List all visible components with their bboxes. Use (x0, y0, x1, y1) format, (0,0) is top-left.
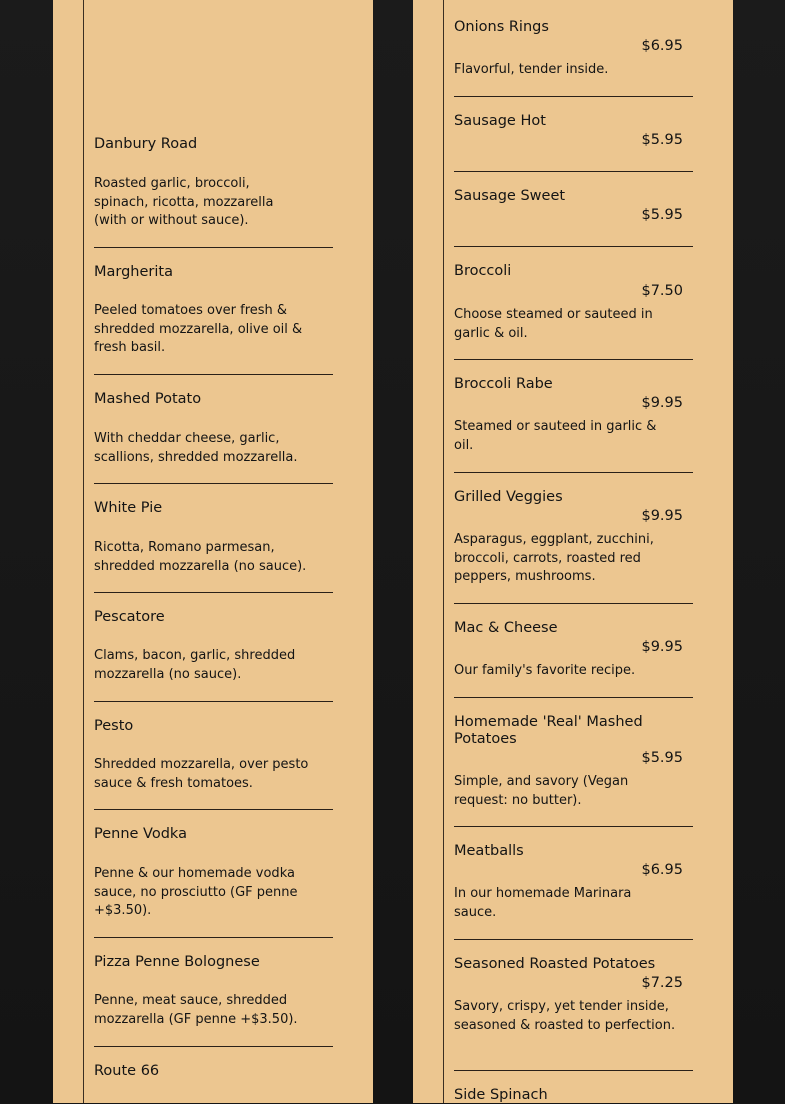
item-divider (454, 697, 693, 698)
item-description: Savory, crispy, yet tender inside, seasoned & roasted to perfection. (454, 999, 676, 1033)
menu-item (454, 376, 693, 464)
menu-item (94, 500, 333, 580)
item-name: Danbury Road (94, 136, 198, 152)
item-price: $7.25 (641, 975, 683, 991)
item-name: Route 66 (94, 1063, 160, 1079)
item-divider (94, 592, 333, 593)
menu-item (94, 954, 333, 1034)
item-divider (454, 1070, 693, 1071)
item-price: $5.95 (641, 750, 683, 766)
menu-item (94, 826, 333, 926)
menu-item (94, 609, 333, 689)
item-divider (94, 1046, 333, 1047)
item-price: $9.95 (641, 395, 683, 411)
menu-item (454, 956, 693, 1062)
item-description: Our family's favorite recipe. (454, 663, 636, 678)
item-name: Meatballs (454, 843, 524, 859)
item-description: Choose steamed or sauteed in garlic & oil. (454, 307, 653, 341)
menu-item (454, 113, 693, 163)
menu-item (454, 263, 693, 351)
item-description: Penne & our homemade vodka sauce, no prosciutto (GF penne +$3.50). (94, 866, 298, 918)
item-divider (94, 247, 333, 248)
item-name: Pescatore (94, 609, 165, 625)
menu-item (454, 489, 693, 595)
menu-item (454, 19, 693, 89)
menu-item (94, 391, 333, 471)
menu-item (94, 264, 333, 364)
item-name: Side Spinach (454, 1087, 548, 1103)
item-description: With cheddar cheese, garlic, scallions, shredded mozzarella. (94, 431, 298, 465)
panel-border-line (83, 0, 84, 1103)
menu-panel-right (413, 0, 733, 1103)
item-name: Sausage Hot (454, 113, 546, 129)
item-divider (454, 246, 693, 247)
menu-panel-left (53, 0, 373, 1103)
menu-item (94, 1063, 333, 1093)
item-name: Broccoli (454, 263, 512, 279)
item-description: Penne, meat sauce, shredded mozzarella (GF penne +$3.50). (94, 993, 298, 1027)
item-name: Margherita (94, 264, 173, 280)
item-name: Pizza Penne Bolognese (94, 954, 260, 970)
menu-item (454, 620, 693, 690)
item-divider (454, 96, 693, 97)
item-description: Asparagus, eggplant, zucchini, broccoli, carrots, roasted red peppers, mushrooms. (454, 532, 654, 584)
item-description: Simple, and savory (Vegan request: no butter). (454, 774, 629, 808)
item-name: Onions Rings (454, 19, 549, 35)
menu-item (94, 136, 333, 236)
item-name: Pesto (94, 718, 134, 734)
item-name: Seasoned Roasted Potatoes (454, 956, 656, 972)
item-description: Flavorful, tender inside. (454, 62, 609, 77)
item-divider (94, 374, 333, 375)
item-name: Mac & Cheese (454, 620, 558, 636)
item-divider (454, 472, 693, 473)
item-name: Homemade 'Real' Mashed Potatoes (454, 714, 643, 747)
item-divider (94, 937, 333, 938)
menu-item (454, 714, 693, 819)
menu-item (454, 188, 693, 238)
item-description: Shredded mozzarella, over pesto sauce & fresh tomatoes. (94, 757, 309, 791)
item-price: $5.95 (641, 132, 683, 148)
item-divider (94, 701, 333, 702)
item-divider (454, 171, 693, 172)
menu-item (94, 718, 333, 798)
item-divider (454, 826, 693, 827)
item-price: $5.95 (641, 207, 683, 223)
item-name: White Pie (94, 500, 163, 516)
item-divider (454, 359, 693, 360)
item-divider (454, 603, 693, 604)
item-description: Clams, bacon, garlic, shredded mozzarella (no sauce). (94, 648, 296, 682)
item-description: Roasted garlic, broccoli, spinach, ricotta, mozzarella (with or without sauce). (94, 176, 274, 228)
item-price: $7.50 (641, 283, 683, 299)
item-description: Peeled tomatoes over fresh & shredded mozzarella, olive oil & fresh basil. (94, 303, 303, 355)
item-description: In our homemade Marinara sauce. (454, 886, 632, 920)
item-price: $6.95 (641, 862, 683, 878)
menu-item (454, 843, 693, 931)
item-name: Grilled Veggies (454, 489, 563, 505)
panel-border-line (443, 0, 444, 1103)
item-description: Steamed or sauteed in garlic & oil. (454, 419, 657, 453)
item-divider (94, 809, 333, 810)
item-price: $6.95 (641, 38, 683, 54)
item-name: Penne Vodka (94, 826, 187, 842)
item-name: Broccoli Rabe (454, 376, 553, 392)
item-name: Mashed Potato (94, 391, 202, 407)
item-name: Sausage Sweet (454, 188, 566, 204)
item-divider (94, 483, 333, 484)
menu-item (454, 1087, 693, 1103)
item-price: $9.95 (641, 508, 683, 524)
item-description: Ricotta, Romano parmesan, shredded mozzarella (no sauce). (94, 540, 307, 574)
item-price: $9.95 (641, 639, 683, 655)
item-divider (454, 939, 693, 940)
